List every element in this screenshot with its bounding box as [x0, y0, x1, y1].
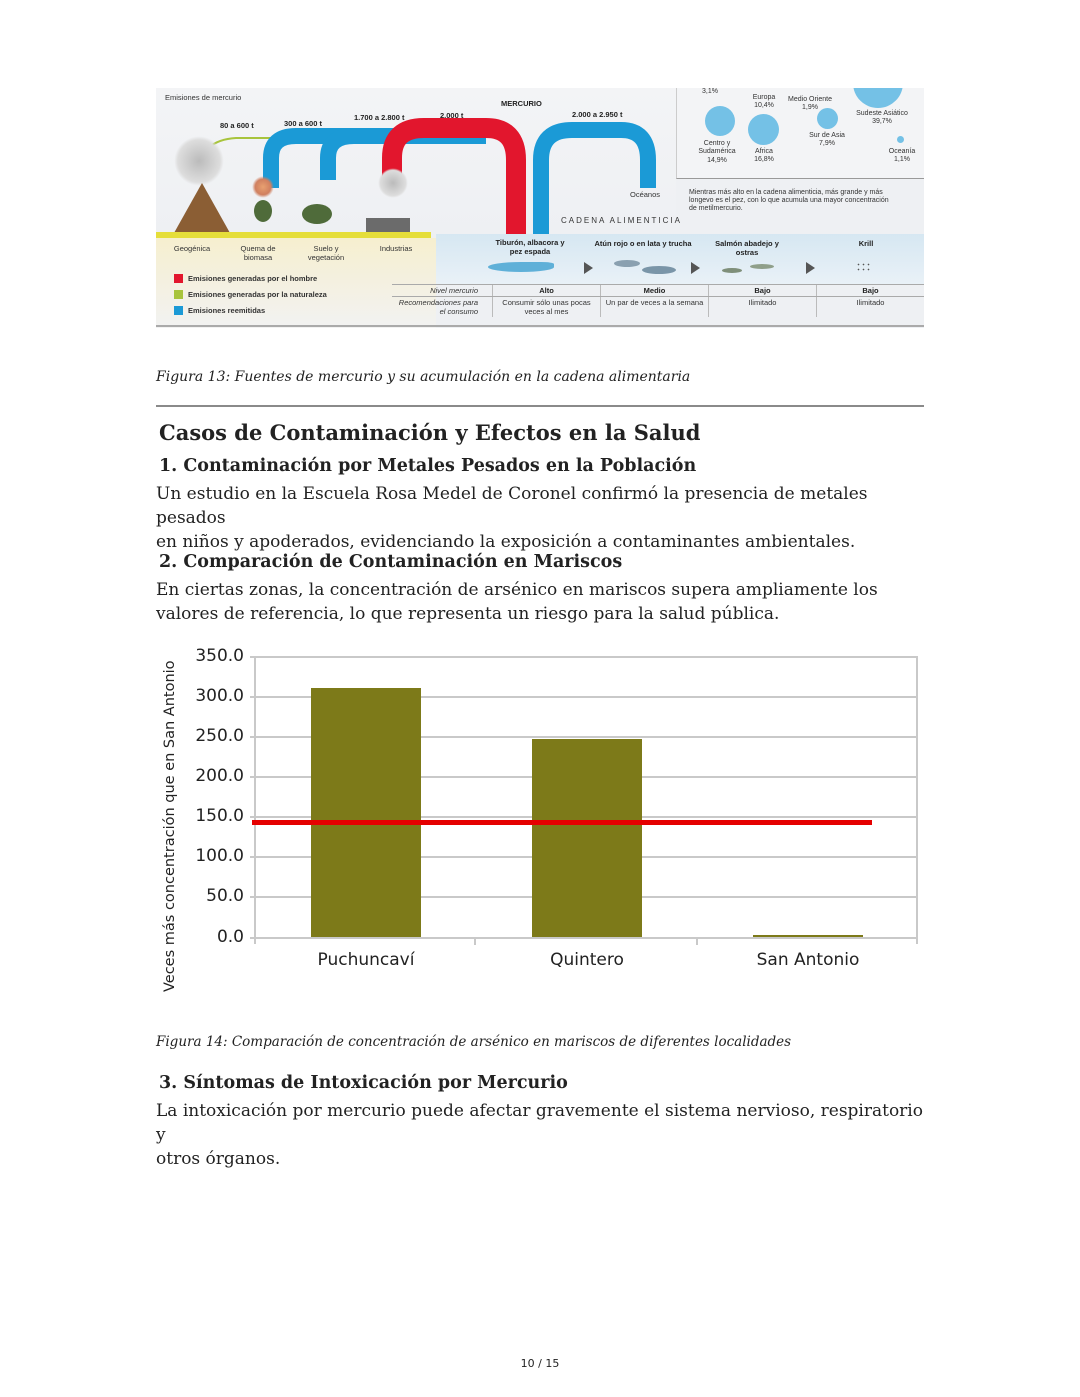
figure-13-caption: Figura 13: Fuentes de mercurio y su acumulación en la cadena alimentaria	[156, 369, 691, 385]
item-2-body-line1: En ciertas zonas, la concentración de arsénico en mariscos supera ampliamente los	[156, 580, 878, 600]
factory-smoke-icon	[378, 168, 408, 198]
bar-quintero	[532, 739, 642, 937]
arrow-right-icon	[584, 262, 593, 274]
x-axis-line	[250, 937, 918, 939]
krill-icon	[856, 262, 870, 272]
y-tick: 350.0	[195, 646, 244, 666]
region-sudeste-asiatico: Sudeste Asiático 39,7%	[856, 110, 908, 126]
page-number: 10 / 15	[520, 1357, 560, 1370]
volcano-smoke-icon	[174, 136, 224, 186]
level-row-header: Nivel mercurio	[430, 286, 478, 295]
mercurio-label: MERCURIO	[501, 99, 542, 108]
mercury-sources-infographic	[156, 88, 924, 328]
source-biomass: Quema de biomasa	[240, 244, 276, 262]
salmon-icon	[722, 268, 742, 273]
flow-label-industry: 2.000 t	[440, 111, 464, 120]
legend-human-label: Emisiones generadas por el hombre	[188, 274, 318, 283]
food-chain-note: Mientras más alto en la cadena alimenticia, más grande y más longevo es el pez, con lo que acumula una mayor concentración de metilmercurio.	[689, 189, 889, 213]
haddock-icon	[750, 264, 774, 269]
section-divider	[156, 405, 924, 407]
y-tick: 100.0	[195, 846, 244, 866]
level-cell: Bajo	[816, 285, 924, 296]
arrow-right-icon	[806, 262, 815, 274]
level-cell: Alto	[492, 285, 600, 296]
bar-puchuncavi	[311, 688, 421, 937]
recommendation-cell: Un par de veces a la semana	[600, 297, 708, 317]
arrow-right-icon	[691, 262, 700, 274]
tree-icon	[254, 200, 272, 222]
level-cell: Bajo	[708, 285, 816, 296]
y-tick: 200.0	[195, 766, 244, 786]
item-3-heading: 3. Síntomas de Intoxicación por Mercurio	[159, 1073, 568, 1093]
item-1-body-line2: en niños y apoderados, evidenciando la exposición a contaminantes ambientales.	[156, 532, 856, 552]
fish-group-1-name: Tiburón, albacora y pez espada	[495, 238, 565, 256]
source-geogenic: Geogénica	[173, 244, 211, 253]
infographic-bottom-rule	[156, 325, 924, 327]
y-tick: 250.0	[195, 726, 244, 746]
reference-line	[252, 820, 872, 825]
item-1-heading: 1. Contaminación por Metales Pesados en la Población	[159, 456, 697, 476]
region-europa: Europa 10,4%	[752, 94, 776, 110]
fish-group-2-name: Atún rojo o en lata y trucha	[594, 239, 692, 248]
region-sur-asia: Sur de Asia 7,9%	[809, 132, 845, 148]
legend-swatch-blue	[174, 306, 183, 315]
section-title: Casos de Contaminación y Efectos en la Salud	[159, 420, 701, 445]
vegetation-icon	[302, 204, 332, 224]
recommendation-cell: Consumir sólo unas pocas veces al mes	[492, 297, 600, 317]
legend-swatch-red	[174, 274, 183, 283]
recommendation-row-header: Recomendaciones para el consumo	[398, 298, 478, 316]
y-tick: 300.0	[195, 686, 244, 706]
flow-label-geogenic: 80 a 600 t	[220, 121, 254, 130]
region-centro-sudamerica: Centro y Sudamérica 14,9%	[698, 140, 736, 164]
fish-group-3-name: Salmón abadejo y ostras	[715, 239, 779, 257]
item-3-body-line1: La intoxicación por mercurio puede afectar gravemente el sistema nervioso, respiratorio y	[156, 1101, 923, 1145]
item-1-body	[156, 482, 926, 554]
x-label-puchuncavi: Puchuncaví	[317, 950, 415, 970]
source-industry: Industrias	[379, 244, 413, 253]
x-tick	[696, 937, 698, 945]
flow-label-oceans: 2.000 a 2.950 t	[572, 110, 623, 119]
x-label-san-antonio: San Antonio	[756, 950, 860, 970]
arsenic-bar-chart	[156, 640, 926, 1000]
y-tick: 0.0	[216, 927, 244, 947]
item-2-body	[156, 578, 926, 626]
flow-label-biomass: 300 a 600 t	[284, 119, 322, 128]
level-cell: Medio	[600, 285, 708, 296]
recommendation-cell: Ilimitado	[708, 297, 816, 317]
x-label-quintero: Quintero	[550, 950, 624, 970]
region-africa: Africa 16,8%	[754, 148, 774, 164]
volcano-icon	[174, 183, 230, 233]
fire-icon	[252, 176, 274, 198]
legend-nature	[174, 290, 327, 299]
y-axis-label: Veces más concentración que en San Antonio	[162, 660, 178, 992]
legend-reemitted-label: Emisiones reemitidas	[188, 306, 266, 315]
item-3-body	[156, 1099, 926, 1171]
infographic-title: Emisiones de mercurio	[165, 93, 242, 102]
region-oceania: Oceanía 1,1%	[888, 148, 916, 164]
level-row	[392, 284, 924, 296]
flow-label-soil: 1.700 a 2.800 t	[354, 113, 405, 122]
bubble-oceania	[897, 136, 904, 143]
food-chain-label: CADENA ALIMENTICIA	[561, 216, 682, 225]
y-tick: 50.0	[206, 886, 244, 906]
item-1-body-line1: Un estudio en la Escuela Rosa Medel de Coronel confirmó la presencia de metales pesados	[156, 484, 868, 528]
region-medio-oriente: Medio Oriente 1,9%	[788, 96, 832, 112]
recommendation-row	[392, 296, 924, 317]
item-2-heading: 2. Comparación de Contaminación en Mariscos	[159, 552, 623, 572]
item-2-body-line2: valores de referencia, lo que representa un riesgo para la salud pública.	[156, 604, 780, 624]
bar-san-antonio	[753, 935, 863, 937]
tuna-large-icon	[642, 266, 676, 274]
fish-group-4-name: Krill	[858, 239, 874, 248]
plot-right-border	[916, 656, 918, 944]
item-3-body-line2: otros órganos.	[156, 1149, 281, 1169]
source-soil: Suelo y vegetación	[307, 244, 345, 262]
gridline	[250, 656, 918, 658]
legend-reemitted	[174, 306, 265, 315]
legend-swatch-green	[174, 290, 183, 299]
mercury-level-table	[392, 284, 924, 317]
oceans-label: Océanos	[630, 190, 661, 199]
figure-14-caption: Figura 14: Comparación de concentración de arsénico en mariscos de diferentes localidades	[156, 1034, 792, 1050]
legend-nature-label: Emisiones generadas por la naturaleza	[188, 290, 327, 299]
y-tick: 150.0	[195, 806, 244, 826]
legend-human	[174, 274, 317, 283]
tuna-icon	[614, 260, 640, 267]
bubble-africa	[748, 114, 779, 145]
x-tick	[474, 937, 476, 945]
bubble-centro-sudamerica	[705, 106, 735, 136]
y-axis-line	[254, 656, 256, 944]
shark-icon	[488, 262, 554, 272]
recommendation-cell: Ilimitado	[816, 297, 924, 317]
region-norteamerica: 3,1%	[702, 88, 718, 95]
